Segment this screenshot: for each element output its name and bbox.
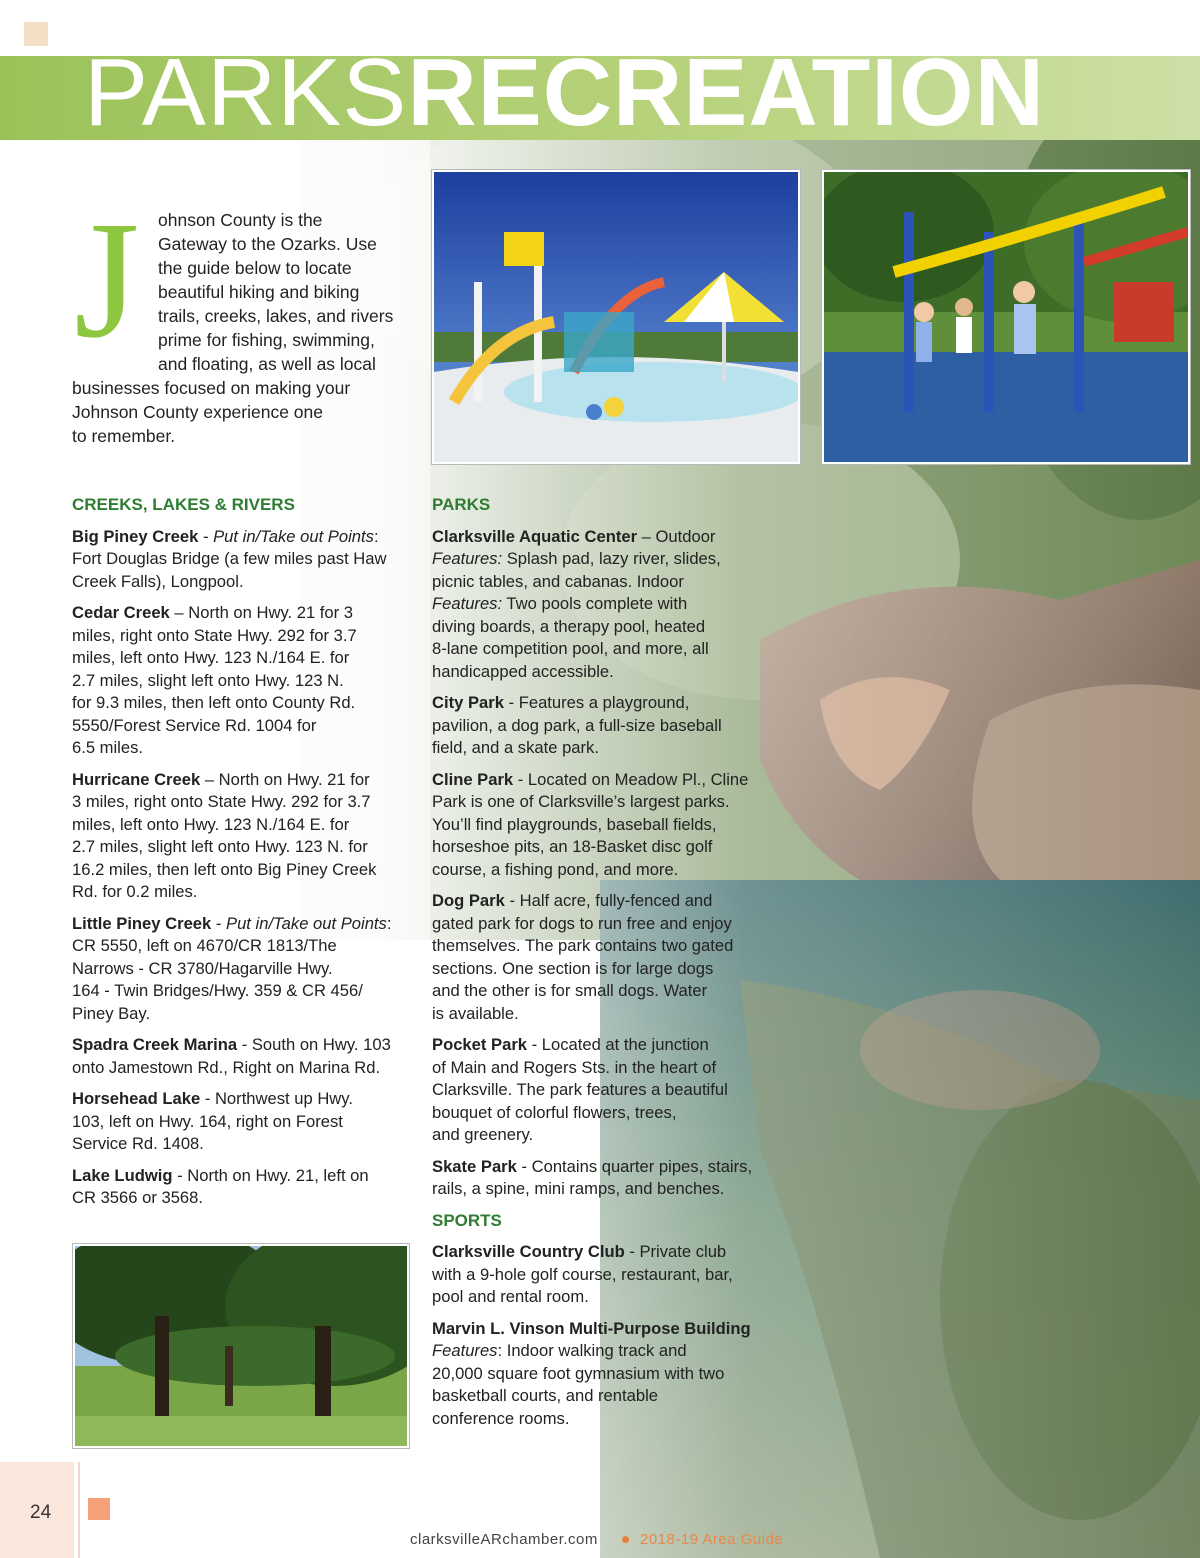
- entry-line: - Located on Meadow Pl., Cline: [513, 769, 749, 789]
- entry-line: 16.2 miles, then left onto Big Piney Creek: [72, 859, 377, 879]
- playground-photo: [822, 170, 1190, 464]
- entry-cline-park: [432, 769, 777, 882]
- entry-line: Narrows - CR 3780/Hagarville Hwy.: [72, 958, 333, 978]
- intro-line: the guide below to locate: [158, 258, 352, 278]
- entry-pocket-park: [432, 1034, 777, 1147]
- entry-line: - Private club: [624, 1242, 727, 1261]
- entry-aquatic-center: [432, 526, 777, 684]
- entry-emphasis: Features:: [432, 594, 503, 613]
- entry-horsehead-lake: [72, 1088, 412, 1156]
- entry-line: Features: Two pools complete with: [432, 594, 688, 613]
- entry-line: gated park for dogs to run free and enjoy: [432, 913, 732, 933]
- entry-line: - Northwest up Hwy.: [200, 1089, 353, 1108]
- entry-line: for 9.3 miles, then left onto County Rd.: [72, 693, 356, 712]
- intro-paragraph: [72, 208, 412, 448]
- parks-sports-section: [432, 494, 777, 1439]
- entry-line: 20,000 square foot gymnasium with two: [432, 1363, 725, 1383]
- entry-emphasis: Put in/Take out Points: [226, 913, 387, 933]
- entry-line: CR 5550, left on 4670/CR 1813/The: [72, 936, 337, 955]
- entry-line: and the other is for small dogs. Water: [432, 981, 708, 1000]
- entry-hurricane-creek: [72, 769, 412, 904]
- entry-tail: :: [373, 526, 379, 546]
- entry-line: - Contains quarter pipes, stairs,: [516, 1156, 753, 1176]
- entry-name: Cline Park: [432, 769, 514, 789]
- entry-line: Park is one of Clarksville’s largest parks.: [432, 792, 730, 811]
- entry-line: pavilion, a dog park, a full-size baseball: [432, 715, 722, 735]
- entry-line: 103, left on Hwy. 164, right on Forest: [72, 1111, 343, 1131]
- entry-line: You’ll find playgrounds, baseball fields,: [432, 814, 717, 834]
- entry-name: Clarksville Aquatic Center: [432, 526, 638, 546]
- entry-line: 5550/Forest Service Rd. 1004 for: [72, 715, 317, 735]
- entry-line: 2.7 miles, slight left onto Hwy. 123 N. for: [72, 837, 368, 856]
- entry-line: bouquet of colorful flowers, trees,: [432, 1102, 677, 1122]
- entry-line: miles, right onto State Hwy. 292 for 3.7: [72, 625, 357, 645]
- entry-line: - Half acre, fully-fenced and: [504, 891, 713, 910]
- entry-spadra-creek-marina: [72, 1034, 412, 1079]
- entry-big-piney-creek: [72, 526, 412, 594]
- intro-line: beautiful hiking and biking: [158, 282, 360, 302]
- page-number: 24: [30, 1502, 52, 1523]
- aquatic-center-photo: [432, 170, 800, 464]
- corner-accent-square: [24, 22, 48, 46]
- entry-name: Cedar Creek: [72, 603, 170, 622]
- entry-line: onto Jamestown Rd., Right on Marina Rd.: [72, 1057, 381, 1077]
- entry-line: rails, a spine, mini ramps, and benches.: [432, 1179, 725, 1198]
- entry-separator: -: [198, 526, 214, 546]
- entry-line: Fort Douglas Bridge (a few miles past Haw: [72, 549, 387, 568]
- entry-name: Horsehead Lake: [72, 1089, 201, 1108]
- park-trees-photo: [73, 1244, 409, 1448]
- entry-skate-park: [432, 1156, 777, 1201]
- entry-line: 3 miles, right onto State Hwy. 292 for 3.7: [72, 792, 371, 811]
- entry-name: Big Piney Creek: [72, 526, 199, 546]
- intro-dropcap: J: [74, 187, 140, 373]
- entry-tail: :: [386, 913, 392, 933]
- entry-line: picnic tables, and cabanas. Indoor: [432, 571, 684, 591]
- entry-emphasis: Features: [432, 1341, 498, 1360]
- entry-line: CR 3566 or 3568.: [72, 1188, 203, 1207]
- section-heading-parks: PARKS: [432, 495, 491, 514]
- entry-name: Marvin L. Vinson Multi-Purpose Building: [432, 1318, 751, 1338]
- entry-little-piney-creek: [72, 913, 412, 1026]
- entry-line: - Located at the junction: [527, 1035, 709, 1054]
- entry-name: Pocket Park: [432, 1035, 528, 1054]
- intro-line: and floating, as well as local: [158, 354, 376, 374]
- entry-separator: -: [211, 913, 227, 933]
- footer-website: clarksvilleARchamber.com: [410, 1531, 598, 1548]
- entry-line: field, and a skate park.: [432, 738, 599, 757]
- entry-line: Service Rd. 1408.: [72, 1134, 204, 1153]
- section-heading-creeks: CREEKS, LAKES & RIVERS: [72, 495, 295, 514]
- footer-guide-title: 2018-19 Area Guide: [640, 1531, 784, 1548]
- entry-line: - North on Hwy. 21, left on: [172, 1165, 369, 1185]
- intro-line: businesses focused on making your: [72, 378, 351, 398]
- intro-line: Gateway to the Ozarks. Use: [158, 234, 377, 254]
- entry-line: Clarksville. The park features a beautiful: [432, 1080, 728, 1099]
- entry-line: Rd. for 0.2 miles.: [72, 882, 198, 901]
- title-bold: RECREATION: [407, 39, 1045, 146]
- entry-line: handicapped accessible.: [432, 661, 614, 681]
- intro-line: ohnson County is the: [158, 210, 323, 230]
- intro-line: trails, creeks, lakes, and rivers: [158, 306, 394, 326]
- entry-line: – North on Hwy. 21 for: [200, 769, 370, 789]
- entry-line: 164 - Twin Bridges/Hwy. 359 & CR 456/: [72, 981, 363, 1000]
- intro-line: prime for fishing, swimming,: [158, 330, 375, 350]
- entry-line: 6.5 miles.: [72, 738, 144, 757]
- creeks-lakes-rivers-section: [72, 494, 412, 1219]
- entry-line: and greenery.: [432, 1125, 534, 1144]
- entry-lake-ludwig: [72, 1165, 412, 1210]
- entry-line: pool and rental room.: [432, 1287, 589, 1306]
- entry-name: Skate Park: [432, 1156, 517, 1176]
- entry-line: with a 9-hole golf course, restaurant, bar,: [432, 1264, 733, 1284]
- intro-line: to remember.: [72, 426, 176, 446]
- entry-line: of Main and Rogers Sts. in the heart of: [432, 1057, 717, 1077]
- entry-name: Lake Ludwig: [72, 1165, 173, 1185]
- entry-dog-park: [432, 890, 777, 1025]
- entry-line: miles, left onto Hwy. 123 N./164 E. for: [72, 814, 350, 834]
- entry-line: Features: Indoor walking track and: [432, 1341, 687, 1360]
- entry-name: Spadra Creek Marina: [72, 1035, 238, 1054]
- entry-line: – Outdoor: [637, 526, 716, 546]
- entry-name: Little Piney Creek: [72, 913, 212, 933]
- entry-name: Clarksville Country Club: [432, 1242, 625, 1261]
- page-title: [84, 38, 1045, 148]
- entry-line: Features: Splash pad, lazy river, slides,: [432, 549, 721, 568]
- entry-line: - South on Hwy. 103: [237, 1035, 391, 1054]
- entry-line: horseshoe pits, an 18-Basket disc golf: [432, 837, 713, 856]
- entry-line: basketball courts, and rentable: [432, 1386, 659, 1405]
- entry-city-park: [432, 692, 777, 760]
- entry-line: 8-lane competition pool, and more, all: [432, 639, 709, 658]
- entry-line: conference rooms.: [432, 1408, 570, 1428]
- entry-name: Hurricane Creek: [72, 769, 201, 789]
- entry-cedar-creek: [72, 602, 412, 760]
- entry-vinson-building: [432, 1318, 777, 1431]
- entry-line: course, a fishing pond, and more.: [432, 859, 679, 879]
- entry-name: Dog Park: [432, 891, 505, 910]
- entry-name: City Park: [432, 693, 504, 712]
- footer-bullet-icon: [622, 1536, 629, 1543]
- footer-divider: [78, 1462, 80, 1558]
- title-light: PARKS: [84, 39, 408, 146]
- footer-accent-square: [88, 1498, 110, 1520]
- entry-line: – North on Hwy. 21 for 3: [169, 603, 354, 622]
- entry-country-club: [432, 1241, 777, 1309]
- entry-emphasis: Put in/Take out Points: [213, 526, 374, 546]
- entry-line: - Features a playground,: [503, 693, 690, 712]
- entry-line: diving boards, a therapy pool, heated: [432, 616, 706, 636]
- entry-line: 2.7 miles, slight left onto Hwy. 123 N.: [72, 670, 344, 690]
- section-heading-sports: SPORTS: [432, 1210, 502, 1230]
- entry-line: sections. One section is for large dogs: [432, 958, 714, 978]
- entry-line: Piney Bay.: [72, 1003, 151, 1023]
- entry-line: miles, left onto Hwy. 123 N./164 E. for: [72, 648, 350, 667]
- entry-line: is available.: [432, 1003, 519, 1023]
- entry-emphasis: Features:: [432, 549, 503, 568]
- entry-line: themselves. The park contains two gated: [432, 936, 734, 955]
- intro-line: Johnson County experience one: [72, 402, 324, 422]
- entry-line: Creek Falls), Longpool.: [72, 571, 244, 591]
